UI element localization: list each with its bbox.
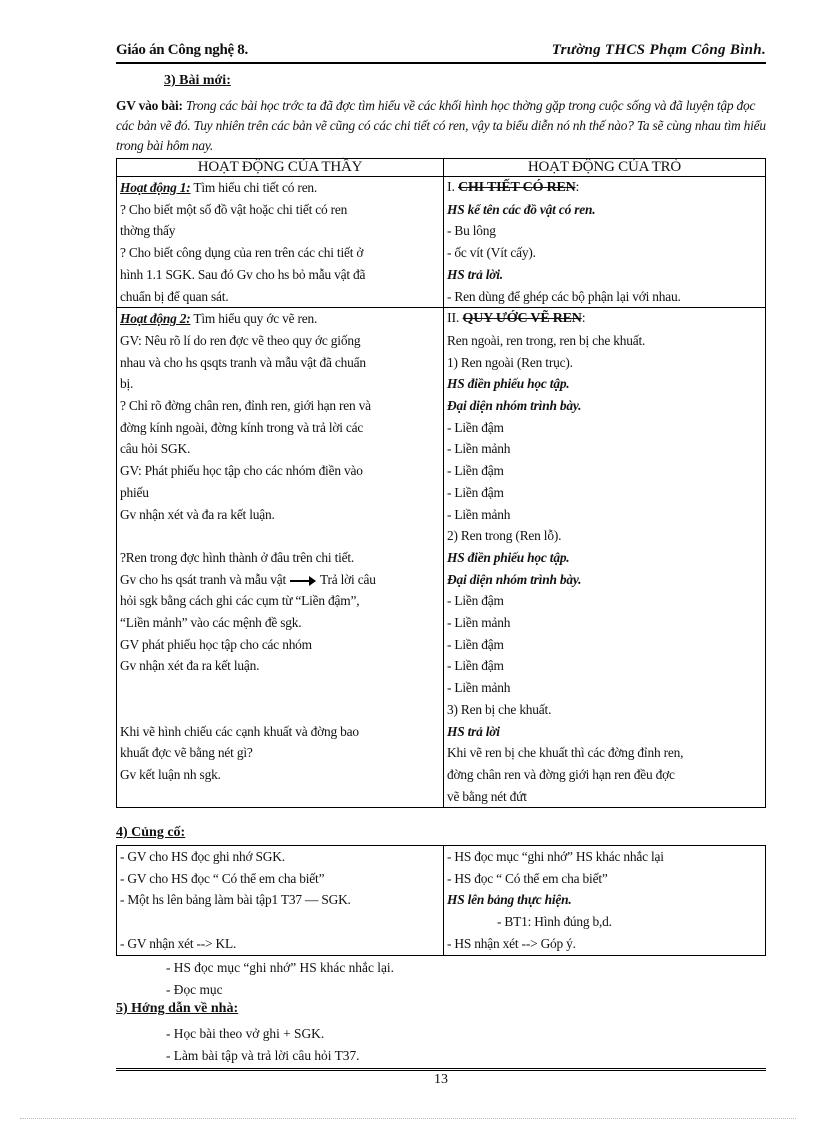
text-line: “Liền mảnh” vào các mệnh đề sgk. [120, 615, 302, 631]
student-column-header: HOẠT ĐỘNG CỦA TRÒ [444, 159, 766, 177]
header-school: Trường THCS Phạm Công Bình. [551, 42, 766, 58]
text-line: - Liền đậm [447, 658, 504, 674]
text-line: 2) Ren trong (Ren lỗ). [447, 528, 562, 544]
text-line: - Liền đậm [447, 484, 504, 500]
text-line: bị. [120, 376, 134, 392]
text-line: vẽ bằng nét đứt [447, 788, 527, 804]
text-line: GV: Phát phiếu học tập cho các nhóm điền vào [120, 463, 363, 479]
heading-chi-tiet-co-ren: CHI TIẾT CÓ REN [458, 180, 576, 195]
text-line [120, 699, 440, 721]
student-cell-1: I. CHI TIẾT CÓ REN: HS kể tên các đồ vật có ren. - Bu lông - ốc vít (Vít cấy). HS trả lời. - Ren dùng để ghép các bộ phận lại với nhau. [444, 177, 766, 308]
text-line: Đại diện nhóm trình bày. [447, 398, 582, 414]
text-line: HS điền phiếu học tập. [447, 549, 570, 565]
footer-rule [116, 1068, 766, 1071]
page-number: 13 [434, 1072, 448, 1087]
text-line: nhau và cho hs qsqts tranh và mẫu vật đã chuẩn [120, 354, 366, 370]
text-line: ?Ren trong đợc hình thành ở đâu trên chi tiết. [120, 549, 355, 565]
text-line: hỏi sgk bằng cách ghi các cụm từ “Liền đậm”, [120, 593, 360, 609]
section-5-heading: 5) Hớng dẫn về nhà: [116, 1001, 239, 1016]
text-line: đờng chân ren và đờng giới hạn ren đều đợc [447, 766, 675, 782]
intro-paragraph [116, 96, 766, 156]
text-line: ? Chỉ rõ đờng chân ren, đỉnh ren, giới hạn ren và [120, 398, 371, 414]
text-line: chuẩn bị để quan sát. [120, 288, 229, 304]
activity-row-1 [117, 177, 766, 308]
text-line: phiếu [120, 484, 149, 500]
teacher-cell-1: Hoạt động 1: Tìm hiểu chi tiết có ren. ? Cho biết một số đồ vật hoặc chi tiết có ren thờng thấy ? Cho biết công dụng của ren trên các chi tiết ở hình 1.1 SGK. Sau đó Gv cho hs bỏ mẫu vật đã chuẩn bị để quan sát. [117, 177, 444, 308]
teacher-cell-2: Hoạt động 2: Tìm hiểu quy ớc vẽ ren. GV: Nêu rõ lí do ren đợc vẽ theo quy ớc giống nhau và cho hs qsqts tranh và mẫu vật đã chuẩn bị. ? Chỉ rõ đờng chân ren, đỉnh ren, giới hạn ren và đờng kính ngoài, đờng kính trong và trả lời các câu hỏi SGK. GV: Phát phiếu học tập cho các nhóm điền vào phiếu Gv nhận xét và đa ra kết luận. ?Ren trong đợc hình thành ở đâu trên chi tiết. Gv cho hs qsát tranh và mẫu vật Trả lời câu hỏi sgk bằng cách ghi các cụm từ “Liền đậm”, “Liền mảnh” vào các mệnh đề sgk. GV phát phiếu học tập cho các nhóm Gv nhận xét đa ra kết luận. Khi vẽ hình chiếu các cạnh khuất và đờng bao khuất đợc vẽ bằng nét gì? Gv kết luận nh sgk. [117, 308, 444, 808]
teacher-lines-2 [120, 330, 440, 569]
text-line: HS điền phiếu học tập. [447, 376, 570, 392]
text-line: GV: Nêu rõ lí do ren đợc vẽ theo quy ớc giống [120, 332, 361, 348]
text-line: Ren ngoài, ren trong, ren bị che khuất. [447, 332, 646, 348]
activity-1-label: Hoạt động 1: [120, 180, 191, 195]
text-line: ? Cho biết một số đồ vật hoặc chi tiết có ren [120, 201, 348, 217]
text-line: Gv nhận xét và đa ra kết luận. [120, 506, 275, 522]
text-line [120, 525, 440, 547]
teacher-lines-2b [120, 590, 440, 785]
text-line: - Liền đậm [447, 593, 504, 609]
text-line: - Liền đậm [447, 636, 504, 652]
homework-list: - Học bài theo vở ghi + SGK. - Làm bài tập và trả lời câu hỏi T37. [166, 1026, 360, 1063]
text-line: - Liền đậm [447, 419, 504, 435]
text-line: Đại diện nhóm trình bày. [447, 571, 582, 587]
heading-quy-uoc-ve-ren: QUY ƯỚC VẼ REN [462, 311, 582, 327]
text-line: GV phát phiếu học tập cho các nhóm [120, 636, 312, 652]
text-line: Gv kết luận nh sgk. [120, 766, 221, 782]
page-edge [20, 1118, 796, 1119]
consolidation-teacher-cell: - GV cho HS đọc ghi nhớ SGK. - GV cho HS đọc “ Có thể em cha biết” - Một hs lên bảng làm bài tập1 T37 — SGK. - GV nhận xét --> KL. [117, 846, 444, 956]
arrow-right-icon [290, 576, 316, 586]
consolidation-student-cell: - HS đọc mục “ghi nhớ” HS khác nhắc lại - HS đọc “ Có thể em cha biết” HS lên bảng thực hiện. - BT1: Hình đúng b,d. - HS nhận xét --> Góp ý. [444, 846, 766, 956]
section-3-heading: 3) Bài mới: [164, 73, 231, 88]
text-line: - Liền mảnh [447, 506, 511, 522]
text-line: 3) Ren bị che khuất. [447, 701, 552, 717]
text-line: HS trả lời [447, 723, 500, 739]
text-line: đờng kính ngoài, đờng kính trong và trả lời các [120, 419, 364, 435]
section-4-heading: 4) Củng cố: [116, 825, 186, 840]
text-line: thờng thấy [120, 223, 176, 239]
intro-label: GV vào bài: [116, 98, 183, 113]
activity-2-label: Hoạt động 2: [120, 311, 191, 327]
header-subject: Giáo án Công nghệ 8. [116, 42, 248, 58]
activity-row-2 [117, 308, 766, 808]
text-line: - Liền mảnh [447, 615, 511, 631]
text-line: - Liền mảnh [447, 680, 511, 696]
intro-text: Trong các bài học trớc ta đã đợc tìm hiểu về các khối hình học thờng gặp trong cuộc sống và đã luyện tập đọc các bản vẽ đó. Tuy nhiên trên các bản vẽ cũng có các chi tiết có ren, vậy ta biểu diễn nó nh thế nào? Ta sẽ cùng nhau tìm hiểu trong bài hôm nay. [116, 98, 766, 153]
after-consolidation: - HS đọc mục “ghi nhớ” HS khác nhắc lại. - Đọc mục [166, 960, 394, 997]
activity-table [116, 158, 766, 808]
text-line: - Liền đậm [447, 463, 504, 479]
teacher-column-header: HOẠT ĐỘNG CỦA THẦY [117, 159, 444, 177]
text-line: khuất đợc vẽ bằng nét gì? [120, 745, 253, 761]
text-line: Khi vẽ hình chiếu các cạnh khuất và đờng bao [120, 723, 359, 739]
text-line: Gv nhận xét đa ra kết luận. [120, 658, 260, 674]
text-line: câu hỏi SGK. [120, 441, 191, 457]
text-line: 1) Ren ngoài (Ren trục). [447, 354, 573, 370]
student-lines-2 [447, 330, 762, 807]
page-header [116, 40, 766, 64]
text-line: Khi vẽ ren bị che khuất thì các đờng đỉnh ren, [447, 745, 684, 761]
student-cell-2: II. QUY ƯỚC VẼ REN: Ren ngoài, ren trong, ren bị che khuất. 1) Ren ngoài (Ren trục). HS điền phiếu học tập. Đại diện nhóm trình bày. - Liền đậm - Liền mảnh - Liền đậm - Liền đậm - Liền mảnh 2) Ren trong (Ren lỗ). HS điền phiếu học tập. Đại diện nhóm trình bày. - Liền đậm - Liền mảnh - Liền đậm - Liền đậm - Liền mảnh 3) Ren bị che khuất. HS trả lời Khi vẽ ren bị che khuất thì các đờng đỉnh ren, đờng chân ren và đờng giới hạn ren đều đợc vẽ bằng nét đứt [444, 308, 766, 808]
text-line: - Liền mảnh [447, 441, 511, 457]
text-line [120, 677, 440, 699]
text-line: hình 1.1 SGK. Sau đó Gv cho hs bỏ mẫu vật đã [120, 266, 366, 282]
text-line: ? Cho biết công dụng của ren trên các chi tiết ở [120, 245, 364, 261]
consolidation-table [116, 845, 766, 956]
